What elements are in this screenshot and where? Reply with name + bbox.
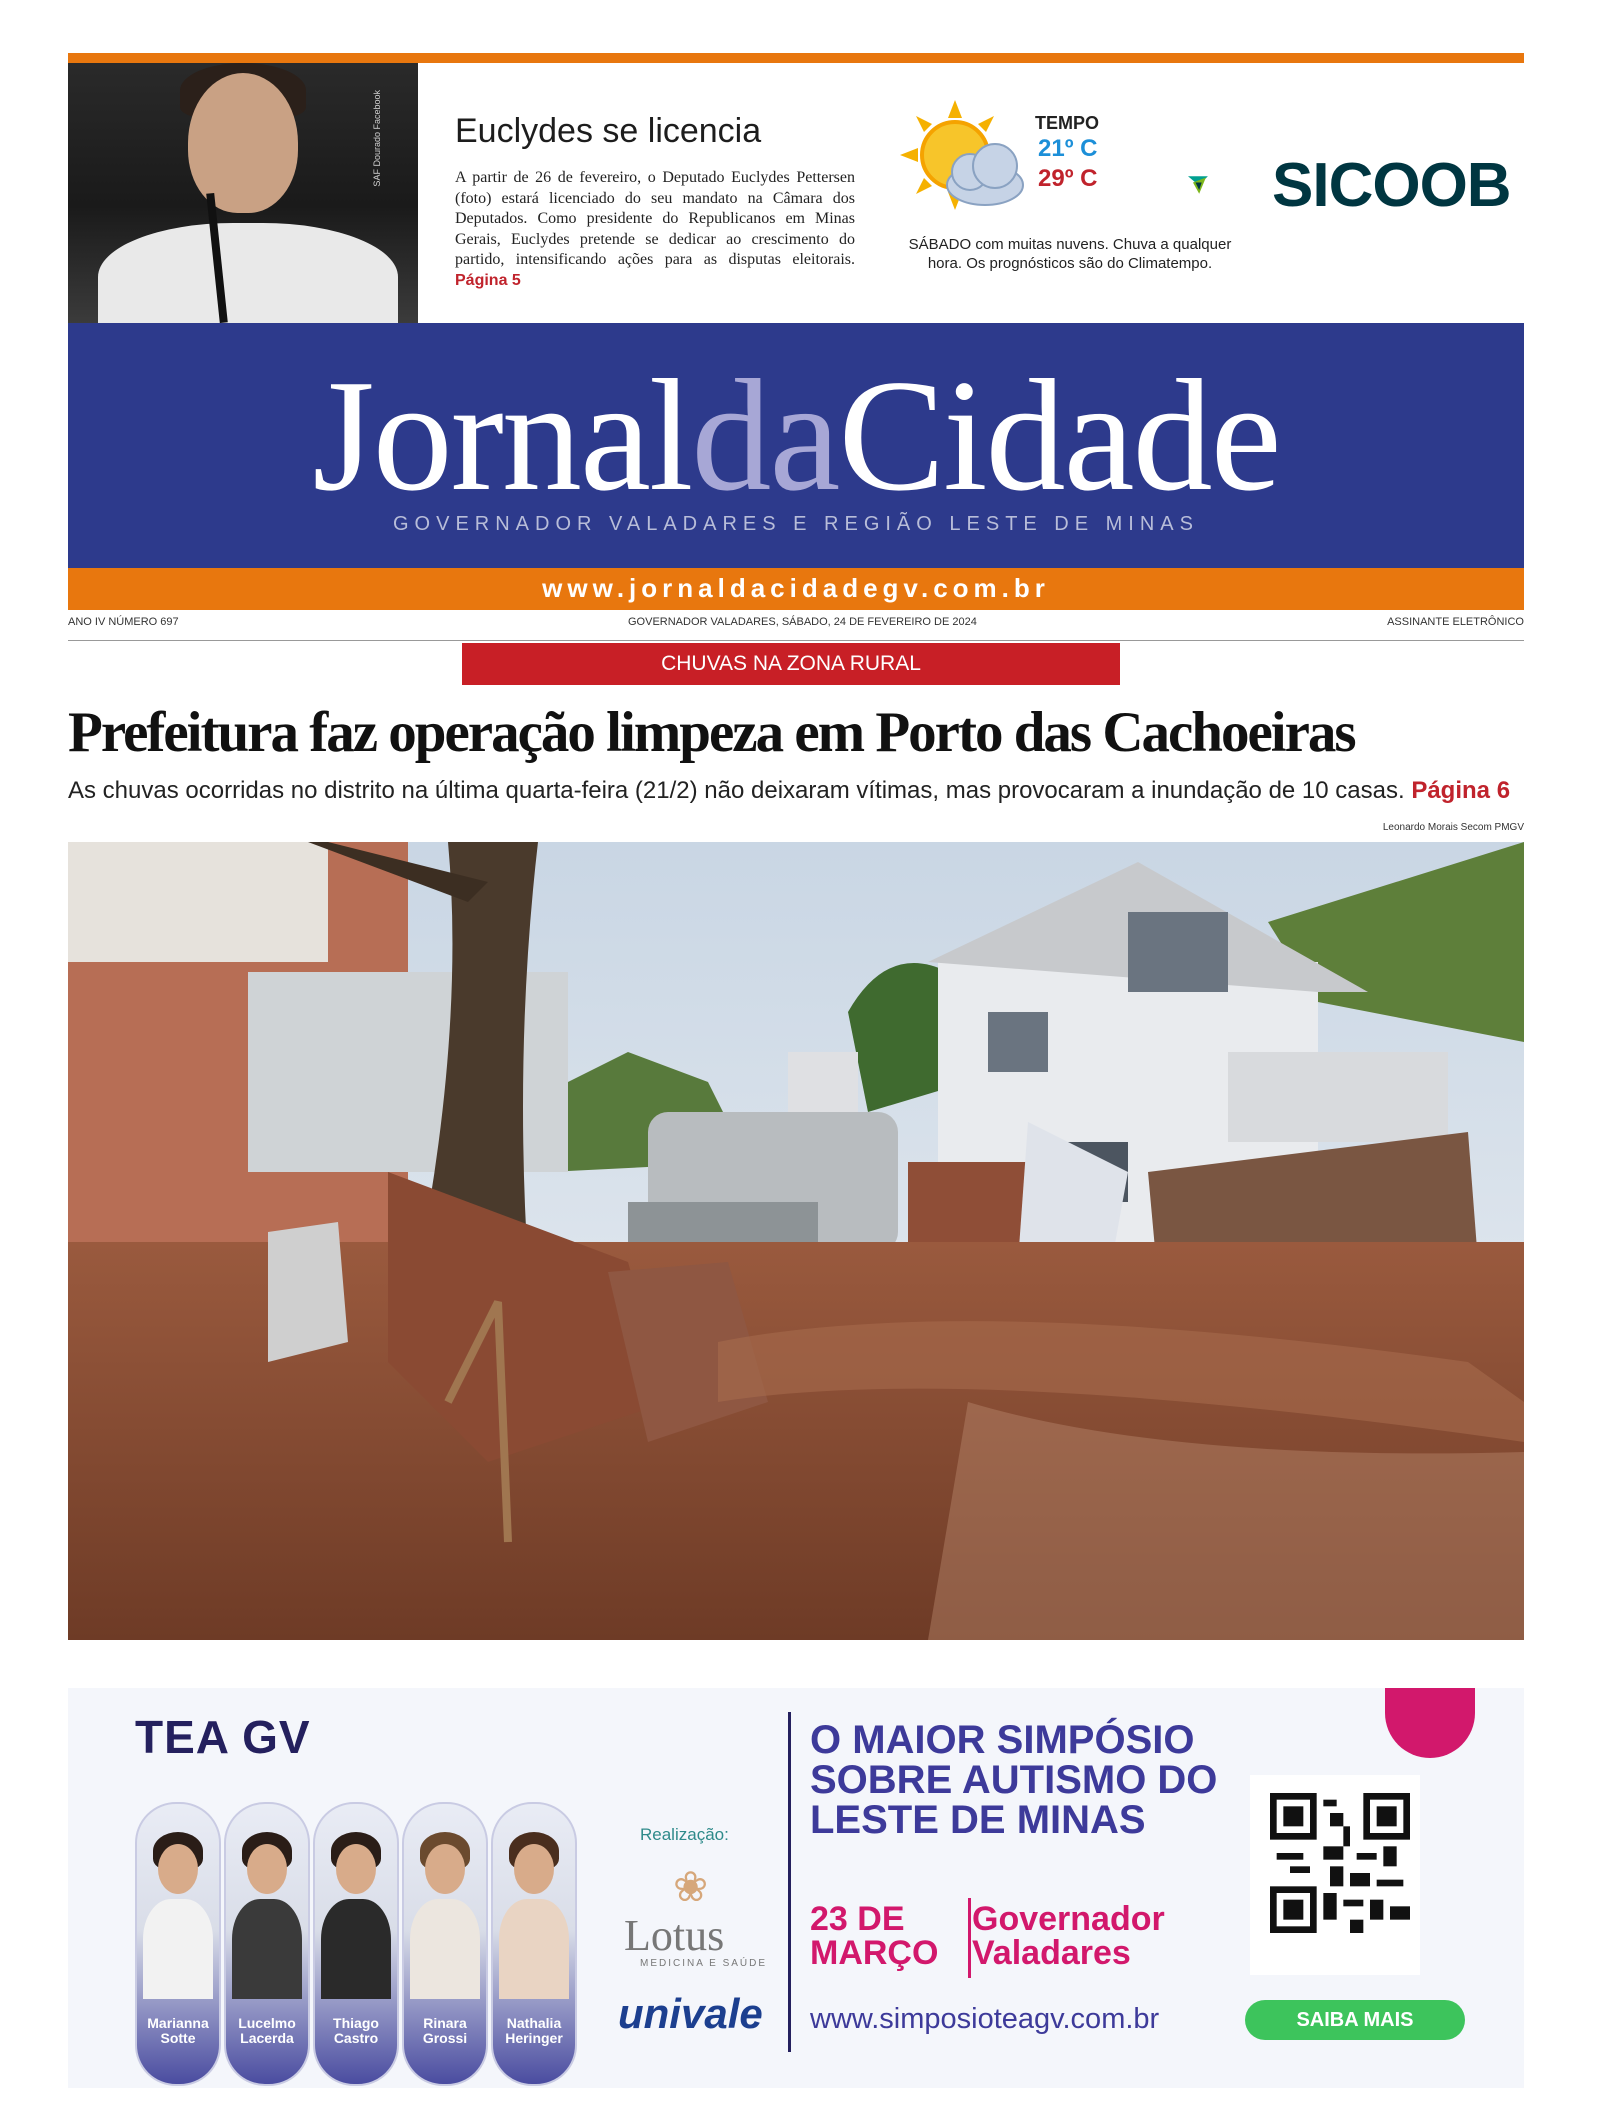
sicoob-logo-icon[interactable] <box>1188 145 1270 225</box>
top-orange-rule <box>68 53 1524 63</box>
sun-cloud-icon <box>900 100 1030 220</box>
sicoob-wordmark[interactable]: SICOOB <box>1272 151 1511 220</box>
saiba-mais-button[interactable]: SAIBA MAIS <box>1245 2000 1465 2040</box>
weather-description: SÁBADO com muitas nuvens. Chuva a qualquer hora. Os prognósticos são do Climatempo. <box>908 236 1232 272</box>
ad-event-date: 23 DE MARÇO <box>810 1900 939 1972</box>
weather-label: TEMPO <box>1035 113 1100 133</box>
euclydes-photo-credit: SAF Dourado Facebook <box>372 90 382 187</box>
qr-code-icon[interactable] <box>1270 1793 1410 1933</box>
lead-kicker: CHUVAS NA ZONA RURAL <box>462 643 1120 685</box>
masthead-title-jornal: Jornal <box>312 346 692 524</box>
ad-headline: O MAIOR SIMPÓSIO SOBRE AUTISMO DO LESTE DE MINAS <box>810 1718 1218 1842</box>
speaker-first-name: Nathalia <box>506 2015 562 2031</box>
lead-deck <box>68 777 1524 805</box>
ad-divider <box>788 1712 791 2052</box>
edition-number: ANO IV NÚMERO 697 <box>68 616 179 628</box>
edition-date: GOVERNADOR VALADARES, SÁBADO, 24 DE FEVEREIRO DE 2024 <box>628 616 977 628</box>
lead-photo-credit: Leonardo Morais Secom PMGV <box>1382 822 1524 833</box>
lotus-flower-icon: ❀ <box>673 1863 709 1910</box>
subscriber-label: ASSINANTE ELETRÔNICO <box>1387 616 1524 628</box>
flood-mud-street-photo[interactable] <box>68 842 1524 1640</box>
lead-deck-text: As chuvas ocorridas no distrito na última quarta-feira (21/2) não deixaram vítimas, mas provocaram a inundação de 10 casas. <box>68 777 1405 804</box>
temp-min: 21º C <box>1038 135 1098 162</box>
masthead-title-cidade: Cidade <box>838 346 1280 524</box>
brief-page-ref[interactable]: Página 5 <box>455 271 521 289</box>
speaker-first-name: Lucelmo <box>238 2015 296 2031</box>
lead-headline[interactable]: Prefeitura faz operação limpeza em Porto das Cachoeiras <box>68 701 1355 764</box>
euclydes-photo[interactable] <box>68 63 418 323</box>
temp-max: 29º C <box>1038 165 1098 192</box>
speaker-first-name: Thiago <box>333 2015 379 2031</box>
speaker-card <box>313 1802 399 2086</box>
brief-text <box>455 168 855 291</box>
lead-page-ref[interactable]: Página 6 <box>1411 777 1511 804</box>
speaker-last-name: Grossi <box>422 2030 468 2046</box>
univale-logo: univale <box>618 1990 763 2037</box>
ad-url-link[interactable]: www.simposioteagv.com.br <box>810 2003 1160 2035</box>
speaker-card <box>491 1802 577 2086</box>
speaker-last-name: Castro <box>333 2030 379 2046</box>
speaker-first-name: Rinara <box>423 2015 467 2031</box>
speaker-card <box>402 1802 488 2086</box>
speaker-first-name: Marianna <box>147 2015 209 2031</box>
masthead-subtitle: GOVERNADOR VALADARES E REGIÃO LESTE DE MINAS <box>393 513 1199 535</box>
site-url-link[interactable]: www.jornaldacidadegv.com.br <box>542 573 1050 603</box>
tea-gv-logo: TEA GV <box>135 1711 311 1763</box>
speaker-last-name: Sotte <box>160 2030 196 2046</box>
speaker-card <box>135 1802 221 2086</box>
ad-event-city: Governador Valadares <box>972 1900 1165 1972</box>
dateline <box>68 616 1524 641</box>
brief-body: A partir de 26 de fevereiro, o Deputado Euclydes Pettersen (foto) estará licenciado do seu mandato na Câmara dos Deputados. Como presidente do Republicanos em Minas Gerais, Euclydes pretende se dedicar ao crescimento do partido, intensificando ações para as disputas eleitorais. <box>455 169 855 268</box>
speaker-last-name: Lacerda <box>240 2030 294 2046</box>
ad-realizacao-label: Realização: <box>640 1825 729 1844</box>
masthead-title-da: da <box>691 346 839 524</box>
lotus-logo: Lotus <box>624 1911 725 1960</box>
speaker-card <box>224 1802 310 2086</box>
speaker-last-name: Heringer <box>505 2030 563 2046</box>
lotus-subtitle: MEDICINA E SAÚDE <box>640 1958 768 1969</box>
ad-date-divider <box>968 1898 971 1978</box>
brief-title[interactable]: Euclydes se licencia <box>455 112 762 150</box>
